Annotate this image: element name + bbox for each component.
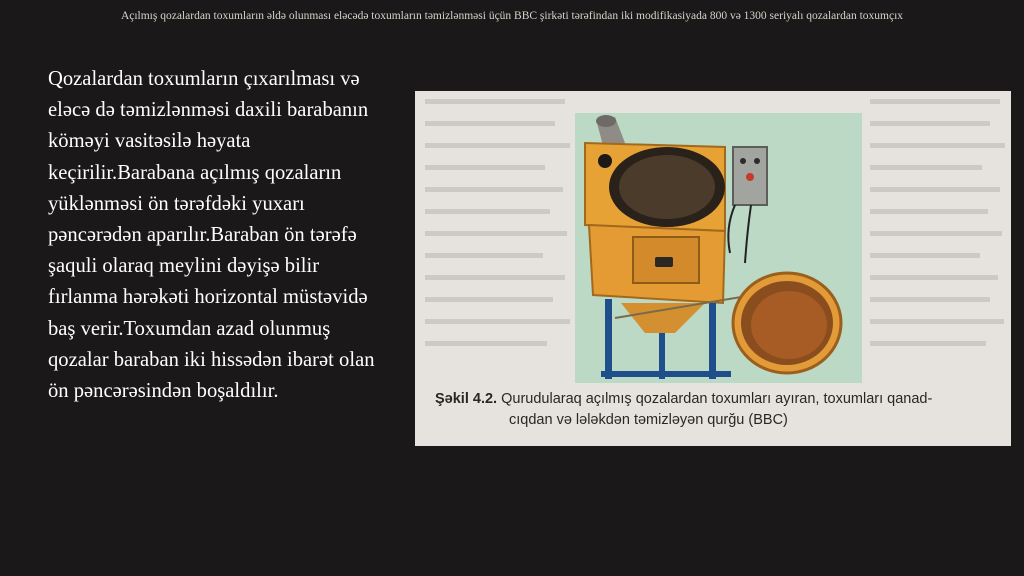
- figure-caption: [435, 389, 1005, 431]
- slide-header: Açılmış qozalardan toxumların əldə olunması eləcədə toxumların təmizlənməsi üçün BBC şirkəti tərəfindan iki modifikasiyada 800 və 1300 seriyalı qozalardan toxumçıx: [120, 10, 904, 22]
- figure-caption-label: Şəkil 4.2.: [435, 391, 498, 407]
- body-paragraph: Qozalardan toxumların çıxarılması və eləcə də təmizlənməsi daxili barabanın köməyi vasitəsilə həyata keçirilir.Barabana açılmış qozaların yüklənməsi ön tərəfdəki yuxarı pəncərədən aparılır.Baraban ön tərəfə şaquli olaraq meylini dəyişə bilir fırlanma hərəkəti horizontal müstəvidə baş verir.Toxumdan azad olunmuş qozalar baraban iki hissədən ibarət olan ön pəncərəsindən boşaldılır.: [48, 68, 375, 403]
- figure-caption-line-2: cıqdan və lələkdən təmizləyən qurğu (BBC): [509, 412, 788, 428]
- figure-caption-line-1: Qurudularaq açılmış qozalardan toxumları ayıran, toxumları qanad-: [501, 391, 933, 407]
- seed-extraction-machine-photo: [575, 113, 862, 383]
- machine-illustration: [575, 113, 862, 383]
- figure-image: [415, 91, 1011, 446]
